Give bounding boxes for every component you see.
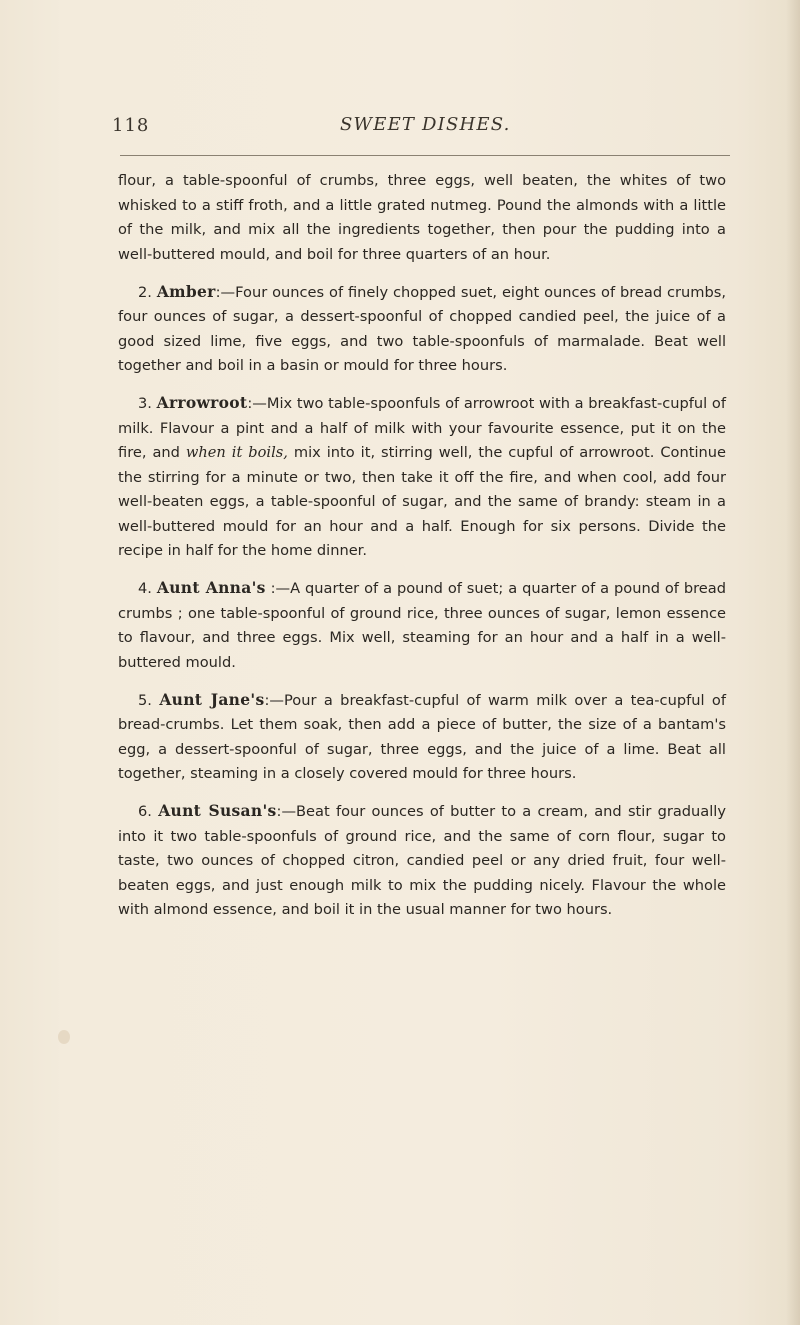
recipe-text bbox=[118, 169, 726, 923]
continuation-paragraph: flour, a table-spoonful of crumbs, three eggs, well beaten, the whites of two whisked to a stiff froth, and a little grated nutmeg. Pound the almonds with a little of the milk, and mix all the ingredients together, then pour the pudding into a well-buttered mould, and boil for three quarters of an hour. bbox=[118, 172, 726, 263]
paper-foxing-spot bbox=[58, 1030, 70, 1044]
recipe-body: Pour a breakfast-cupful of warm milk over a tea-cupful of bread-crumbs. Let them soak, then add a piece of butter, the size of a bantam's egg, a dessert-spoonful of sugar, three eggs, and the juice of a lime. Beat all together, steaming in a closely covered mould for three hours. bbox=[118, 691, 726, 782]
recipe-number: 5. bbox=[138, 691, 152, 709]
header-rule bbox=[120, 155, 730, 156]
recipe-aunt-susan bbox=[118, 799, 726, 923]
recipe-italic-phrase: when it boils, bbox=[185, 444, 288, 461]
recipe-number: 6. bbox=[138, 803, 152, 820]
recipe-title: Arrowroot bbox=[156, 393, 248, 412]
recipe-number: 2. bbox=[138, 283, 152, 301]
recipe-title: Amber bbox=[156, 281, 216, 301]
recipe-number: 4. bbox=[138, 580, 152, 597]
recipe-title: Aunt Susan's bbox=[158, 801, 277, 820]
recipe-body-continued: mix into it, stirring well, the cupful of arrowroot. Continue the stirring for a minute or two, then take it off the fire, and when cool, add four well-beaten eggs, a table-spoonful of sugar, and the same of brandy: steam in a well-buttered mould for an hour and a half. Enough for six persons. Divide the recipe in half for the home dinner. bbox=[118, 444, 726, 559]
recipe-separator: :— bbox=[265, 580, 291, 597]
recipe-separator: :— bbox=[215, 283, 236, 301]
recipe-aunt-jane bbox=[118, 688, 726, 787]
recipe-separator: :— bbox=[276, 803, 297, 820]
running-head bbox=[100, 115, 740, 145]
page-edge-shadow bbox=[786, 0, 800, 1325]
recipe-arrowroot bbox=[118, 391, 726, 564]
recipe-amber bbox=[118, 280, 726, 379]
running-title: SWEET DISHES. bbox=[340, 114, 511, 135]
recipe-body: Four ounces of finely chopped suet, eight ounces of bread crumbs, four ounces of sugar, a dessert-spoonful of chopped candied peel, the juice of a good sized lime, five eggs, and two table-spoonfuls of marmalade. Beat well together and boil in a basin or mould for three hours. bbox=[118, 283, 727, 374]
page-number: 118 bbox=[112, 115, 150, 136]
recipe-aunt-anna bbox=[118, 576, 726, 675]
recipe-title: Aunt Jane's bbox=[159, 689, 265, 709]
recipe-body: Mix two table-spoonfuls of arrowroot with a breakfast-cupful of milk. Flavour a pint and a half of milk with your favourite essence, put it on the fire, and bbox=[118, 395, 726, 461]
recipe-separator: :— bbox=[264, 691, 284, 709]
recipe-separator: :— bbox=[247, 395, 267, 412]
recipe-title: Aunt Anna's bbox=[156, 578, 266, 597]
recipe-body: A quarter of a pound of suet; a quarter of a pound of bread crumbs ; one table-spoonful of ground rice, three ounces of sugar, lemon essence to flavour, and three eggs. Mix well, steaming for an hour and a half in a well-buttered mould. bbox=[118, 580, 726, 671]
recipe-body: Beat four ounces of butter to a cream, and stir gradually into it two table-spoonfuls of ground rice, and the same of corn flour, sugar to taste, two ounces of chopped citron, candied peel or any dried fruit, four well-beaten eggs, and just enough milk to mix the pudding nicely. Flavour the whole with almond essence, and boil it in the usual manner for two hours. bbox=[118, 803, 726, 918]
recipe-number: 3. bbox=[138, 395, 152, 412]
